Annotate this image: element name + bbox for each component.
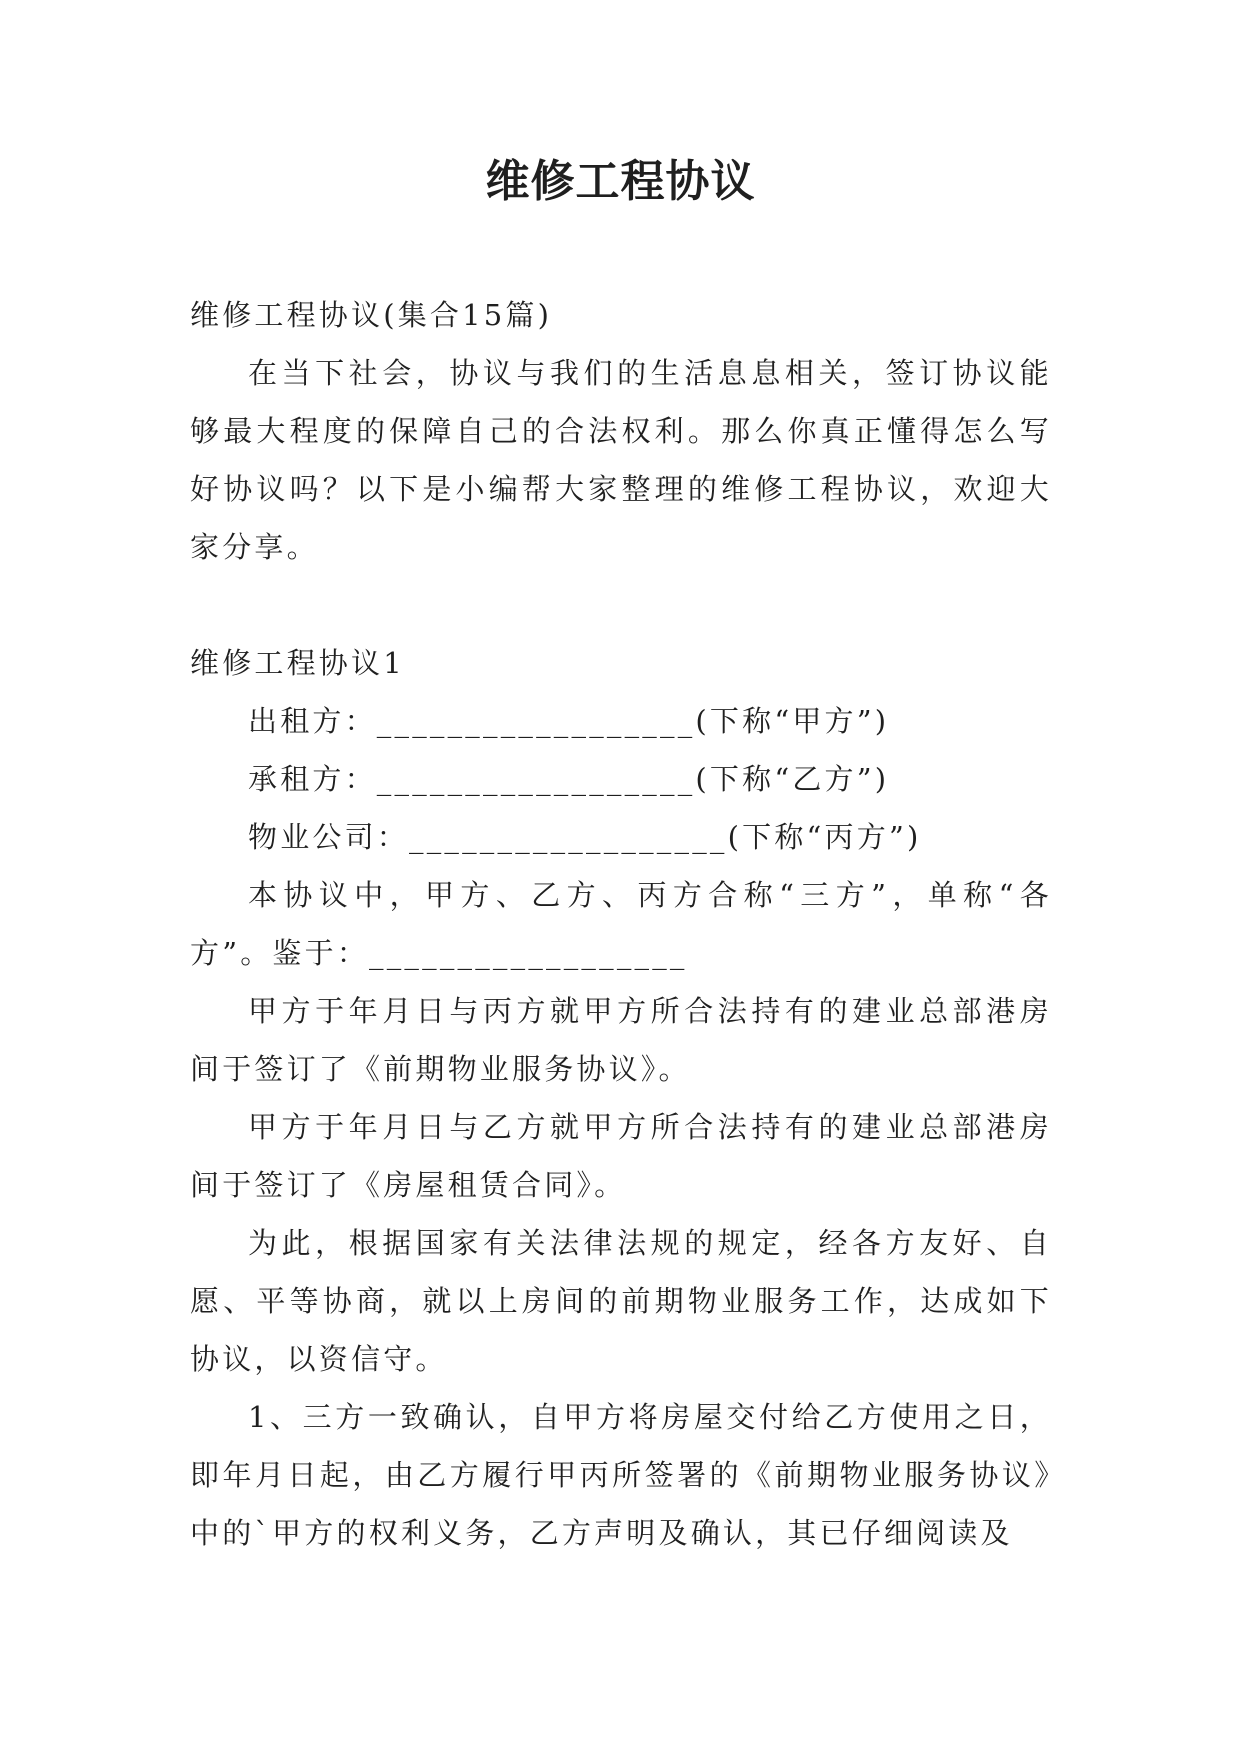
party-b-line: 承租方：__________________(下称“乙方”) (248, 762, 890, 796)
purpose-paragraph: 为此，根据国家有关法律法规的规定，经各方友好、自愿、平等协商，就以上房间的前期物业服务工作，达成如下协议，以资信守。 (190, 1226, 1052, 1376)
document-subtitle: 维修工程协议(集合15篇) (190, 298, 553, 332)
party-a-line: 出租方：__________________(下称“甲方”) (248, 704, 890, 738)
whereas-paragraph-2: 甲方于年月日与乙方就甲方所合法持有的建业总部港房间于签订了《房屋租赁合同》。 (190, 1110, 1052, 1202)
party-c-line: 物业公司：__________________(下称“丙方”) (248, 820, 922, 854)
document-body (190, 286, 1052, 1562)
definition-paragraph: 本协议中，甲方、乙方、丙方合称“三方”，单称“各方”。鉴于：__________________ (190, 878, 1052, 970)
section-heading: 维修工程协议1 (190, 646, 405, 680)
clause-1-paragraph: 1、三方一致确认，自甲方将房屋交付给乙方使用之日，即年月日起，由乙方履行甲丙所签署的《前期物业服务协议》中的`甲方的权利义务，乙方声明及确认，其已仔细阅读及 (190, 1400, 1052, 1550)
intro-paragraph: 在当下社会，协议与我们的生活息息相关，签订协议能够最大程度的保障自己的合法权利。那么你真正懂得怎么写好协议吗？以下是小编帮大家整理的维修工程协议，欢迎大家分享。 (190, 356, 1052, 564)
whereas-paragraph-1: 甲方于年月日与丙方就甲方所合法持有的建业总部港房间于签订了《前期物业服务协议》。 (190, 994, 1052, 1086)
document-title: 维修工程协议 (485, 156, 756, 207)
